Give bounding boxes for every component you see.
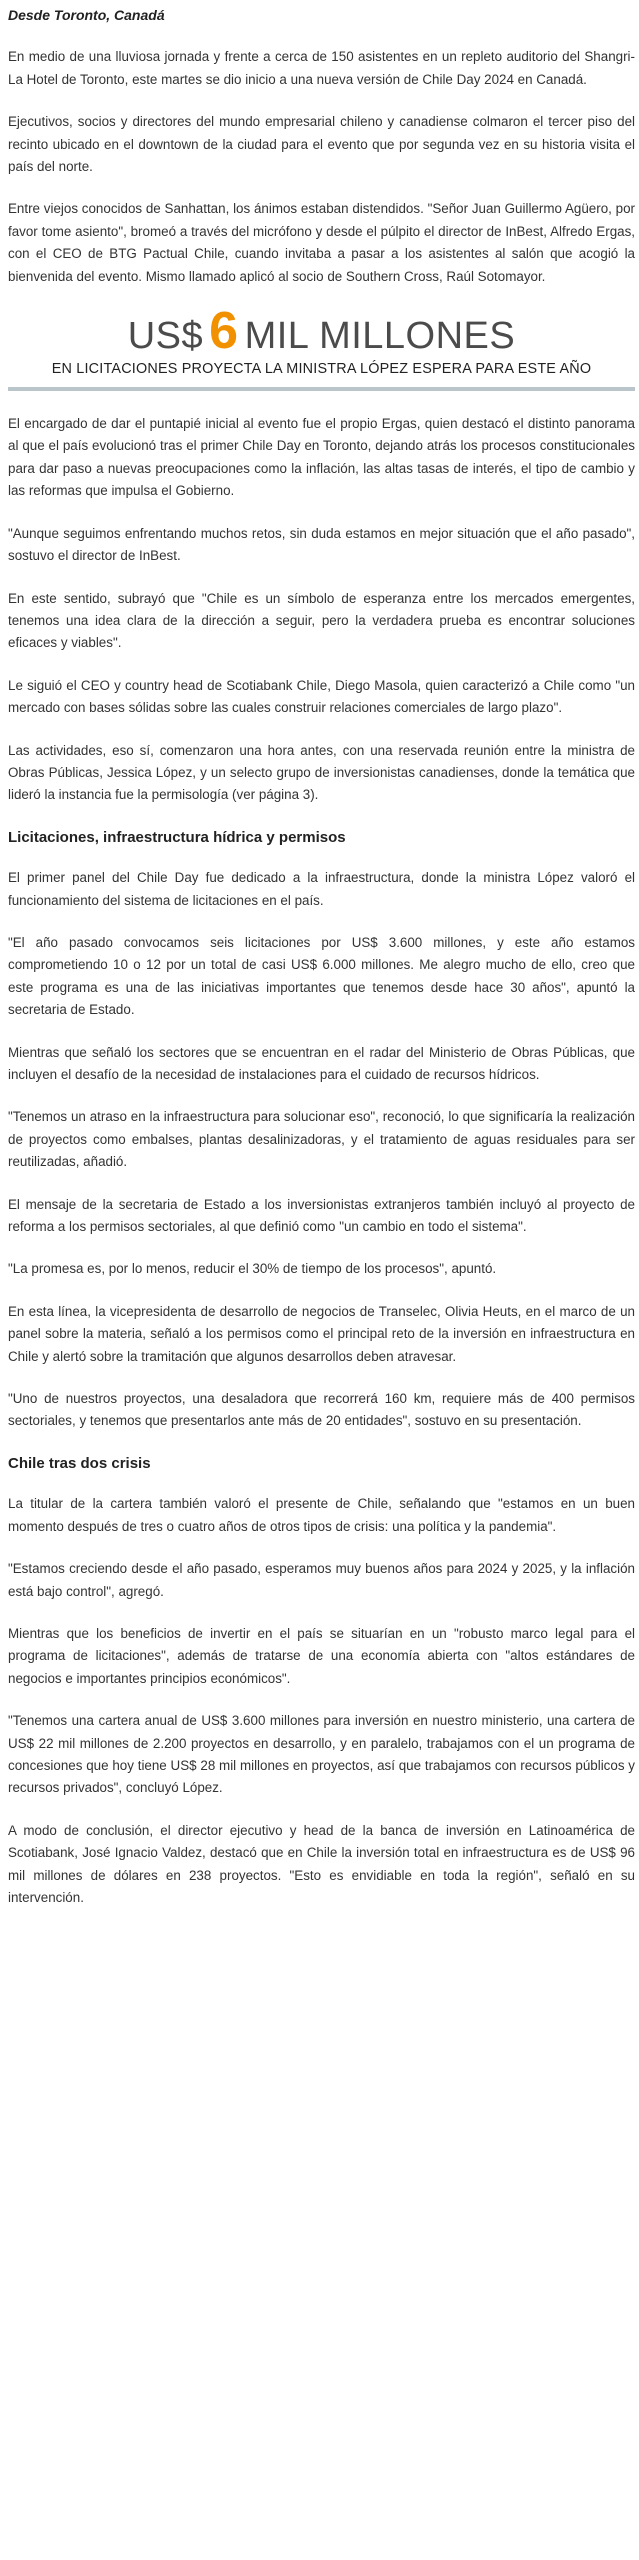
dateline: Desde Toronto, Canadá [8, 7, 165, 23]
main-paragraph-5: Las actividades, eso sí, comenzaron una hora antes, con una reservada reunión entre la ministra de Obras Públicas, Jessica López, y un selecto grupo de inversionistas canadienses, donde la temática que lideró la instancia fue la permisología (ver página 3). [8, 742, 635, 803]
section2-paragraph-3: Mientras que los beneficios de invertir en el país se situarían en un "robusto marco legal para el programa de licitaciones", además de tratarse de una economía abierta con "altos estándares de negocios e importantes principios económicos". [8, 1625, 635, 1686]
intro-paragraph-1: En medio de una lluviosa jornada y frente a cerca de 150 asistentes en un repleto auditorio del Shangri-La Hotel de Toronto, este martes se dio inicio a una nueva versión de Chile Day 2024 en Canadá. [8, 49, 635, 87]
section1-paragraph-8: "Uno de nuestros proyectos, una desaladora que recorrerá 160 km, requiere más de 400 permisos sectoriales, y tenemos que presentarlos ante más de 20 entidades", sostuvo en su presentación. [8, 1391, 635, 1429]
main-paragraph-1: El encargado de dar el puntapié inicial al evento fue el propio Ergas, quien destacó el distinto panorama al que el país evolucionó tras el primer Chile Day en Toronto, dejando atrás los procesos constitucionales para dar paso a nuevas preocupaciones como la inflación, las altas tasas de interés, el tipo de cambio y las reformas que impulsa el Gobierno. [8, 416, 635, 499]
section1-paragraph-5: El mensaje de la secretaria de Estado a los inversionistas extranjeros también incluyó al proyecto de reforma a los permisos sectoriales, al que definió como "un cambio en todo el sistema". [8, 1196, 635, 1235]
main-paragraph-4: Le siguió el CEO y country head de Scotiabank Chile, Diego Masola, quien caracterizó a Chile como "un mercado con bases sólidas sobre las cuales construir relaciones comerciales de largo plazo". [8, 677, 635, 716]
highlight-headline [8, 302, 635, 361]
section-heading-licitaciones: Licitaciones, infraestructura hídrica y permisos [8, 828, 346, 846]
section1-paragraph-2: "El año pasado convocamos seis licitaciones por US$ 3.600 millones, y este año estamos comprometiendo 10 o 12 por un total de casi US$ 6.000 millones. Me alegro mucho de ello, creo que este programa es una de las iniciativas importantes que tenemos desde hace 30 años", apuntó la secretaria de Estado. [8, 934, 635, 1018]
section2-paragraph-5: A modo de conclusión, el director ejecutivo y head de la banca de inversión en Latinoamérica de Scotiabank, José Ignacio Valdez, destacó que en Chile la inversión total en infraestructura es de US$ 96 mil millones de dólares en 238 proyectos. "Esto es envidiable en toda la región", señaló en su intervención. [8, 1822, 635, 1905]
section1-paragraph-4: "Tenemos un atraso en la infraestructura para solucionar eso", reconoció, lo que significaría la realización de proyectos como embalses, plantas desalinizadoras, y el tratamiento de aguas residuales para ser reutilizadas, añadió. [8, 1109, 635, 1170]
section1-paragraph-3: Mientras que señaló los sectores que se encuentran en el radar del Ministerio de Obras Públicas, que incluyen el desafío de la necesidad de instalaciones para el cuidado de recursos hídricos. [8, 1044, 635, 1082]
section1-paragraph-6: "La promesa es, por lo menos, reducir el 30% de tiempo de los procesos", apuntó. [8, 1261, 497, 1277]
highlight-prefix: US$ [127, 315, 204, 358]
highlight-number: 6 [209, 302, 239, 361]
section2-paragraph-1: La titular de la cartera también valoró el presente de Chile, señalando que "estamos en un buen momento después de tres o cuatro años de otros tipos de crisis: una política y la pandemia". [8, 1496, 635, 1534]
section-heading-chile-crisis: Chile tras dos crisis [8, 1454, 151, 1472]
section1-paragraph-1: El primer panel del Chile Day fue dedicado a la infraestructura, donde la ministra López valoró el funcionamiento del sistema de licitaciones en el país. [8, 870, 635, 908]
highlight-subtitle: EN LICITACIONES PROYECTA LA MINISTRA LÓPEZ ESPERA PARA ESTE AÑO [51, 361, 592, 378]
intro-paragraph-2: Ejecutivos, socios y directores del mundo empresarial chileno y canadiense colmaron el tercer piso del recinto ubicado en el downtown de la ciudad para el evento que por segunda vez en su historia visita el país del norte. [8, 114, 635, 175]
section2-paragraph-4: "Tenemos una cartera anual de US$ 3.600 millones para inversión en nuestro ministerio, una cartera de US$ 22 mil millones de 2.200 proyectos en desarrollo, y en paralelo, trabajamos con el un programa de concesiones que hoy tiene US$ 28 mil millones en proyectos, así que trabajamos con recursos públicos y recursos privados", concluyó López. [8, 1713, 635, 1796]
highlight-suffix: MIL MILLONES [244, 315, 516, 358]
pull-quote-highlight [8, 302, 635, 391]
section1-paragraph-7: En esta línea, la vicepresidenta de desarrollo de negocios de Transelec, Olivia Heuts, en el marco de un panel sobre la materia, señaló a los permisos como el principal reto de la inversión en infraestructura en Chile y alertó sobre la tramitación que algunos desarrollos deben atravesar. [8, 1303, 635, 1364]
main-paragraph-2: "Aunque seguimos enfrentando muchos retos, sin duda estamos en mejor situación que el año pasado", sostuvo el director de InBest. [8, 525, 635, 564]
intro-paragraph-3: Entre viejos conocidos de Sanhattan, los ánimos estaban distendidos. "Señor Juan Guillermo Agüero, por favor tome asiento", bromeó a través del micrófono y desde el púlpito el director de InBest, Alfredo Ergas, con el CEO de BTG Pactual Chile, cuando invitaba a pasar a los asistentes al salón que acogió la bienvenida del evento. Mismo llamado aplicó al socio de Southern Cross, Raúl Sotomayor. [8, 201, 635, 284]
main-paragraph-3: En este sentido, subrayó que "Chile es un símbolo de esperanza entre los mercados emergentes, tenemos una idea clara de la dirección a seguir, pero la verdadera prueba es encontrar soluciones eficaces y viables". [8, 590, 635, 651]
article-body [8, 0, 635, 1909]
section2-paragraph-2: "Estamos creciendo desde el año pasado, esperamos muy buenos años para 2024 y 2025, y la inflación está bajo control", agregó. [8, 1561, 635, 1599]
